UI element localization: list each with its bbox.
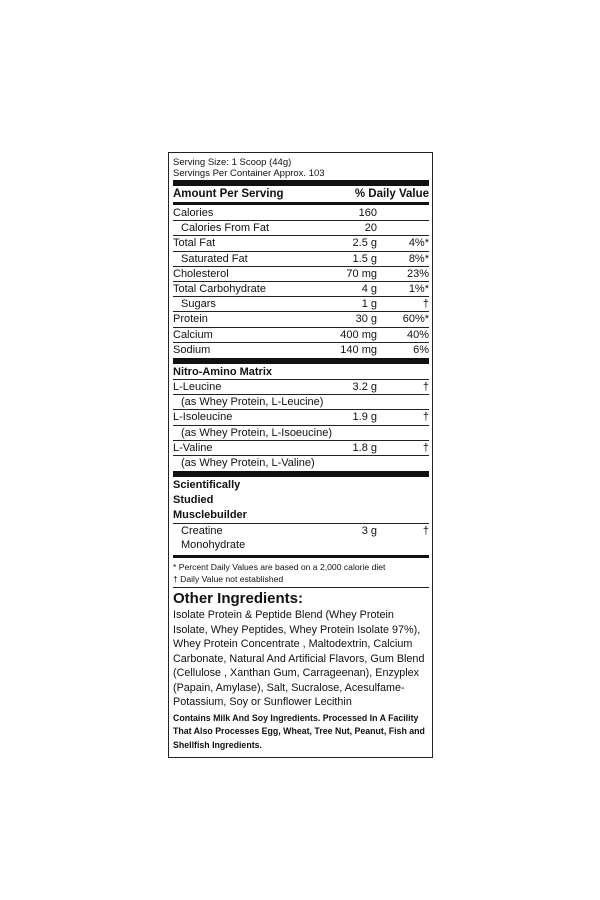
nutrient-dv: 60%* bbox=[402, 313, 429, 326]
musclebuilder-title-line3: Musclebuilder bbox=[173, 508, 429, 524]
nutrient-name: Total Carbohydrate bbox=[173, 283, 266, 296]
nutrient-dv: 40% bbox=[406, 328, 429, 341]
nutrient-amount: 400 mg bbox=[340, 328, 377, 341]
ingredient-amount: 3.2 g bbox=[352, 381, 377, 394]
ingredient-dv: † bbox=[422, 381, 429, 394]
amount-per-serving-heading: Amount Per Serving bbox=[173, 188, 284, 200]
ingredient-amount: 1.9 g bbox=[352, 411, 377, 424]
nitro-amino-matrix-title: Nitro-Amino Matrix bbox=[173, 365, 429, 380]
divider-medium bbox=[173, 555, 429, 558]
nutrient-dv: † bbox=[422, 298, 429, 311]
creatine-dv: † bbox=[422, 525, 429, 538]
creatine-row bbox=[173, 524, 429, 554]
nutrient-amount: 20 bbox=[364, 222, 377, 235]
nutrient-row-calories-from-fat bbox=[173, 221, 429, 236]
ingredient-name: L-Valine bbox=[173, 441, 213, 454]
nutrient-row-cholesterol bbox=[173, 267, 429, 282]
matrix-row-leucine bbox=[173, 380, 429, 395]
matrix-row-isoleucine bbox=[173, 410, 429, 425]
nutrient-row-total-carbohydrate bbox=[173, 282, 429, 297]
nutrient-amount: 160 bbox=[358, 207, 377, 219]
nutrient-dv: 8%* bbox=[408, 252, 429, 265]
nutrient-name: Calcium bbox=[173, 328, 213, 341]
nutrient-dv: 23% bbox=[406, 267, 429, 280]
nutrient-name: Sodium bbox=[173, 343, 211, 356]
nutrient-name: Cholesterol bbox=[173, 267, 229, 280]
nutrient-name: Protein bbox=[173, 313, 208, 326]
ingredient-name: L-Isoleucine bbox=[173, 411, 233, 424]
nutrient-row-saturated-fat bbox=[173, 252, 429, 267]
nutrient-name: Saturated Fat bbox=[181, 252, 248, 265]
nutrient-amount: 70 mg bbox=[346, 267, 377, 280]
nutrient-row-calcium bbox=[173, 328, 429, 343]
nutrient-amount: 4 g bbox=[361, 283, 377, 296]
ingredient-name: L-Leucine bbox=[173, 381, 222, 394]
divider-thick bbox=[173, 358, 429, 364]
nutrient-dv bbox=[387, 221, 429, 235]
matrix-note-leucine: (as Whey Protein, L-Leucine) bbox=[173, 395, 429, 410]
other-ingredients-heading: Other Ingredients: bbox=[173, 590, 304, 608]
ingredient-dv: † bbox=[422, 411, 429, 424]
servings-per-container: Servings Per Container Approx. 103 bbox=[173, 168, 325, 179]
supplement-facts-label bbox=[168, 152, 433, 758]
nutrient-row-sugars bbox=[173, 297, 429, 312]
ingredient-amount: 1.8 g bbox=[352, 441, 377, 454]
nutrient-row-sodium bbox=[173, 343, 429, 357]
table-header bbox=[173, 187, 429, 201]
nutrient-dv: 6% bbox=[413, 343, 429, 356]
nutrient-name: Calories bbox=[173, 207, 214, 219]
nutrient-amount: 140 mg bbox=[340, 343, 377, 356]
footnote-dagger: † Daily Value not established bbox=[173, 573, 429, 588]
ingredient-dv: † bbox=[422, 441, 429, 454]
other-ingredients-text: Isolate Protein & Peptide Blend (Whey Protein Isolate, Whey Peptides, Whey Protein Isolate 97%), Whey Protein Concentrate , Maltodextrin, Calcium Carbonate, Natural And Artificial Flavors, Gum Blend (Cellulose , Xanthan Gum, Carrageenan), Enzyplex (Papain, Amylase), Salt, Sucralose, Acesulfame-Potassium, Soy or Sunflower Lecithin bbox=[173, 609, 425, 709]
nutrient-amount: 2.5 g bbox=[352, 237, 377, 250]
musclebuilder-title-line1: Scientifically bbox=[173, 479, 241, 492]
nutrient-dv bbox=[387, 206, 429, 220]
matrix-note-valine: (as Whey Protein, L-Valine) bbox=[181, 457, 315, 470]
nutrient-row-protein bbox=[173, 312, 429, 327]
creatine-name-line1: Creatine bbox=[181, 525, 223, 538]
divider-medium bbox=[173, 202, 429, 205]
daily-value-heading: % Daily Value bbox=[354, 188, 429, 200]
divider-thick bbox=[173, 471, 429, 477]
nutrient-name: Calories From Fat bbox=[181, 222, 270, 235]
creatine-amount: 3 g bbox=[361, 525, 377, 538]
matrix-note-isoleucine: (as Whey Protein, L-Isoeucine) bbox=[173, 426, 429, 441]
musclebuilder-title-line2: Studied bbox=[173, 494, 214, 507]
nutrient-dv: 1%* bbox=[408, 283, 429, 296]
nutrient-name: Total Fat bbox=[173, 237, 216, 250]
nutrient-amount: 1.5 g bbox=[352, 252, 377, 265]
nutrient-amount: 30 g bbox=[355, 313, 377, 326]
matrix-row-valine bbox=[173, 441, 429, 456]
allergen-statement: Contains Milk And Soy Ingredients. Processed In A Facility That Also Processes Egg, Wheat, Tree Nut, Peanut, Fish and Shellfish Ingredients. bbox=[173, 712, 425, 750]
nutrient-name: Sugars bbox=[181, 298, 216, 311]
nutrient-dv: 4%* bbox=[408, 237, 429, 250]
creatine-name-line2: Monohydrate bbox=[181, 539, 246, 552]
nutrient-row-total-fat bbox=[173, 236, 429, 251]
creatine-name bbox=[173, 524, 319, 552]
divider-thick bbox=[173, 180, 429, 186]
nutrient-row-calories bbox=[173, 206, 429, 221]
footnote-percent: * Percent Daily Values are based on a 2,000 calorie diet bbox=[173, 562, 386, 573]
nutrient-amount: 1 g bbox=[361, 298, 377, 311]
serving-size: Serving Size: 1 Scoop (44g) bbox=[173, 157, 292, 168]
